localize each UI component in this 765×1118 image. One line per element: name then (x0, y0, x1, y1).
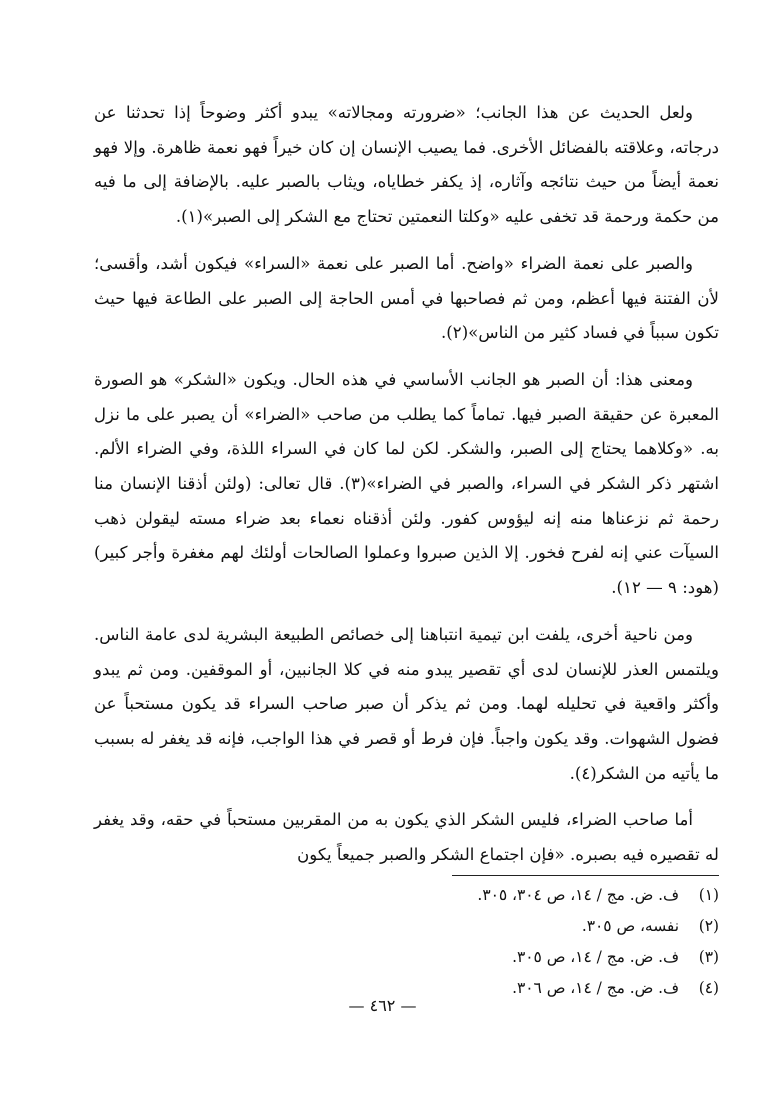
body-text (94, 96, 719, 873)
paragraph: أما صاحب الضراء، فليس الشكر الذي يكون به من المقربين مستحباً في حقه، وقد يغفر له تقصيره فيه بصبره. «فإن اجتماع الشكر والصبر جميعاً يكون (94, 810, 719, 865)
footnote-number: (٤) (698, 979, 719, 997)
footnote-number: (٣) (698, 948, 719, 966)
paragraph: ومن ناحية أخرى، يلفت ابن تيمية انتباهنا إلى خصائص الطبيعة البشرية لدى عامة الناس. ويلتمس العذر للإنسان لدى أي تقصير يبدو منه في كلا الجانبين، أو الموقفين. ومن ثم يبدو وأكثر واقعية في تحليله لهما. ومن ثم يذكر أن صبر صاحب السراء قد يكون مستحباً عن فضول الشهوات. وقد يكون واجباً. فإن فرط أو قصر في هذا الواجب، فإنه قد يغفر له بسبب ما يأتيه من الشكر(٤). (94, 624, 719, 783)
footnote-text: ف. ض. مج / ١٤، ص ٣٠٦. (512, 979, 679, 997)
footnote-text: ف. ض. مج / ١٤، ص ٣٠٤، ٣٠٥. (477, 886, 679, 904)
footnote-number: (١) (698, 886, 719, 904)
footnote-text: نفسه، ص ٣٠٥. (581, 917, 679, 935)
footnote-text: ف. ض. مج / ١٤، ص ٣٠٥. (512, 948, 679, 966)
footnote (94, 911, 719, 942)
paragraph: ومعنى هذا: أن الصبر هو الجانب الأساسي في هذه الحال. ويكون «الشكر» هو الصورة المعبرة عن حقيقة الصبر فيها. تماماً كما يطلب من صاحب «الضراء» أن يصبر على ما نزل به. «وكلاهما يحتاج إلى الصبر، والشكر. لكن لما كان في السراء اللذة، وفي الضراء الألم. اشتهر ذكر الشكر في السراء، والصبر في الضراء»(٣). قال تعالى: (ولئن أذقنا الإنسان منا رحمة ثم نزعناها منه إنه ليؤوس كفور. ولئن أذقناه نعماء بعد ضراء مسته ليقولن ذهب السيآت عني إنه لفرح فخور. إلا الذين صبروا وعملوا الصالحات أولئك لهم مغفرة وأجر كبير) (هود: ٩ — ١٢). (94, 369, 719, 598)
footnotes (94, 880, 719, 1004)
footnote-divider (452, 875, 719, 876)
page-number: — ٤٦٢ — (348, 996, 417, 1015)
footnote (94, 942, 719, 973)
footnote-number: (٢) (698, 917, 719, 935)
footnote (94, 880, 719, 911)
paragraph: والصبر على نعمة الضراء «واضح. أما الصبر على نعمة «السراء» فيكون أشد، وأقسى؛ لأن الفتنة فيها أعظم، ومن ثم فصاحبها في أمس الحاجة إلى الصبر على الطاعة فيها حيث تكون سبباً في فساد كثير من الناس»(٢). (94, 253, 719, 343)
paragraph: ولعل الحديث عن هذا الجانب؛ «ضرورته ومجالاته» يبدو أكثر وضوحاً إذا تحدثنا عن درجاته، وعلاقته بالفضائل الأخرى. فما يصيب الإنسان إن كان خيراً فهو نعمة ظاهرة. وإلا فهو نعمة أيضاً من حيث نتائجه وآثاره، إذ يكفر خطاياه، ويثاب بالصبر عليه. بالإضافة إلى ما فيه من حكمة ورحمة قد تخفى عليه «وكلتا النعمتين تحتاج مع الشكر إلى الصبر»(١). (94, 103, 719, 227)
